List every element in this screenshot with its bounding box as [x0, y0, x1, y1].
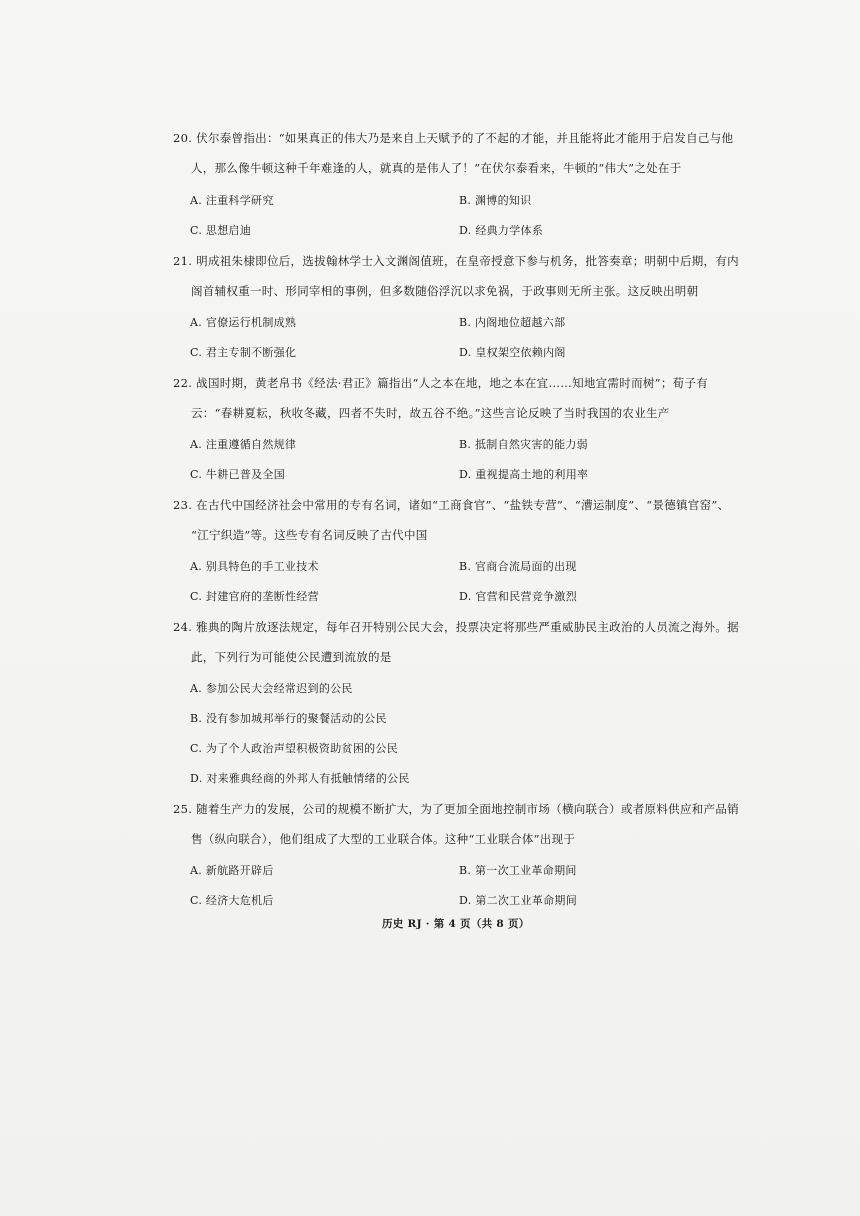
q21-line1: 21. 明成祖朱棣即位后，选拔翰林学士入文渊阁值班，在皇帝授意下参与机务，批答奏章；明朝中后期，有内: [173, 254, 739, 268]
q24-option-d: D. 对来雅典经商的外邦人有抵触情绪的公民: [190, 772, 410, 785]
q25-line2: 售（纵向联合），他们组成了大型的工业联合体。这种“工业联合体”出现于: [191, 832, 576, 846]
q21-option-b: B. 内阁地位超越六部: [459, 316, 566, 329]
q21-line2: 阁首辅权重一时、形同宰相的事例，但多数随俗浮沉以求免祸，于政事则无所主张。这反映出明朝: [191, 284, 699, 298]
q22-option-c: C. 牛耕已普及全国: [190, 468, 286, 481]
q22-option-d: D. 重视提高土地的利用率: [459, 468, 589, 481]
q23-line2: “江宁织造”等。这些专有名词反映了古代中国: [191, 528, 428, 542]
q20-option-c: C. 思想启迪: [190, 224, 252, 237]
q23-line1: 23. 在古代中国经济社会中常用的专有名词，诸如“工商食官”、“盐铁专营”、“漕运制度”、“景德镇官窑”、: [173, 498, 730, 512]
q25-option-c: C. 经济大危机后: [190, 894, 274, 907]
q24-line2: 此，下列行为可能使公民遭到流放的是: [191, 650, 392, 664]
q22-option-a: A. 注重遵循自然规律: [190, 438, 297, 451]
q23-option-b: B. 官商合流局面的出现: [459, 560, 577, 573]
q25-option-d: D. 第二次工业革命期间: [459, 894, 578, 907]
q20-line1: 20. 伏尔泰曾指出：“如果真正的伟大乃是来自上天赋予的了不起的才能，并且能将此才能用于启发自己与他: [173, 131, 734, 145]
q21-option-d: D. 皇权架空依赖内阁: [459, 346, 566, 359]
q25-line1: 25. 随着生产力的发展，公司的规模不断扩大，为了更加全面地控制市场（横向联合）或者原料供应和产品销: [173, 802, 739, 816]
q25-option-b: B. 第一次工业革命期间: [459, 864, 577, 877]
q20-option-a: A. 注重科学研究: [190, 194, 274, 207]
q22-line1: 22. 战国时期，黄老帛书《经法·君正》篇指出“人之本在地，地之本在宜……知地宜需时而树”；荀子有: [173, 376, 709, 390]
q20-option-d: D. 经典力学体系: [459, 224, 544, 237]
q21-option-c: C. 君主专制不断强化: [190, 346, 297, 359]
q20-line2: 人，那么像牛顿这种千年难逢的人，就真的是伟人了！”在伏尔泰看来，牛顿的“伟大”之处在于: [191, 161, 682, 175]
q21-option-a: A. 官僚运行机制成熟: [190, 316, 297, 329]
q24-option-a: A. 参加公民大会经常迟到的公民: [190, 682, 353, 695]
q23-option-a: A. 别具特色的手工业技术: [190, 560, 319, 573]
q20-option-b: B. 渊博的知识: [459, 194, 532, 207]
q23-option-c: C. 封建官府的垄断性经营: [190, 590, 319, 603]
q22-option-b: B. 抵制自然灾害的能力弱: [459, 438, 588, 451]
q24-option-c: C. 为了个人政治声望积极资助贫困的公民: [190, 742, 399, 755]
q23-option-d: D. 官营和民营竞争激烈: [459, 590, 578, 603]
page-footer: 历史 RJ · 第 4 页（共 8 页）: [382, 918, 530, 930]
q24-option-b: B. 没有参加城邦举行的聚餐活动的公民: [190, 712, 387, 725]
q24-line1: 24. 雅典的陶片放逐法规定，每年召开特别公民大会，投票决定将那些严重威胁民主政治的人员流之海外。据: [173, 620, 739, 634]
q25-option-a: A. 新航路开辟后: [190, 864, 274, 877]
q22-line2: 云：“春耕夏耘，秋收冬藏，四者不失时，故五谷不绝。”这些言论反映了当时我国的农业生产: [191, 406, 670, 420]
